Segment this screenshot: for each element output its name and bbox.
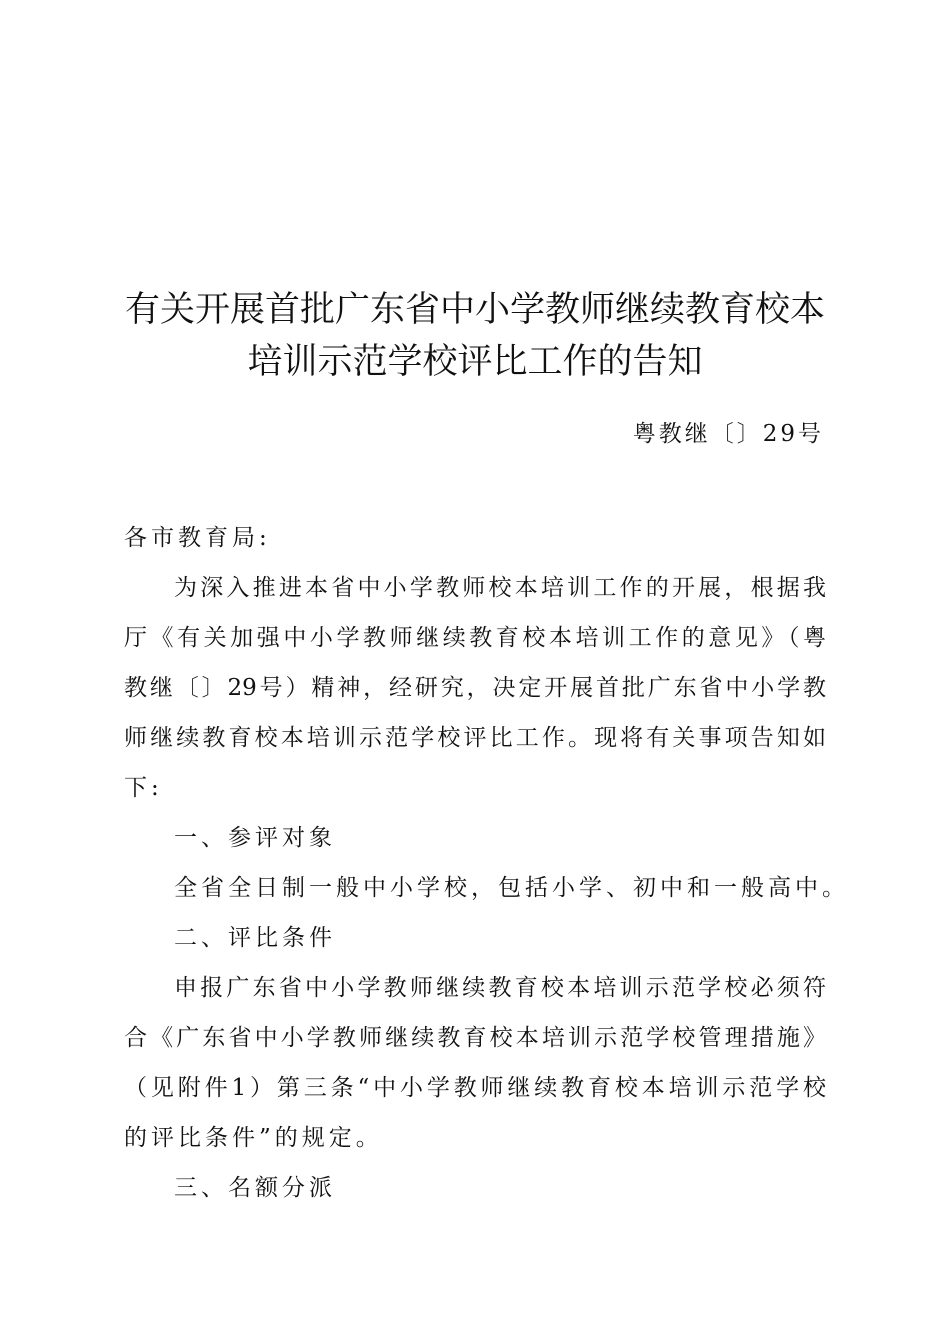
section-1-heading: 一、参评对象 (174, 825, 336, 851)
intro-line-3: 教继〔〕29号）精神，经研究，决定开展首批广东省中小学教 (124, 675, 826, 701)
section-2-heading: 二、评比条件 (174, 925, 336, 951)
intro-line-4: 师继续教育校本培训示范学校评比工作。现将有关事项告知如 (124, 725, 826, 751)
section-1-body: 全省全日制一般中小学校，包括小学、初中和一般高中。 (174, 875, 849, 901)
document-title-line-2: 培训示范学校评比工作的告知 (247, 342, 703, 382)
section-2-line-4: 的评比条件”的规定。 (124, 1125, 383, 1151)
section-3-heading: 三、名额分派 (174, 1175, 336, 1201)
intro-line-2: 厅《有关加强中小学教师继续教育校本培训工作的意见》（粤 (124, 625, 826, 651)
document-title-line-1: 有关开展首批广东省中小学教师继续教育校本 (124, 290, 825, 330)
section-2-line-2: 合《广东省中小学教师继续教育校本培训示范学校管理措施》 (124, 1025, 826, 1051)
section-2-line-1: 申报广东省中小学教师继续教育校本培训示范学校必须符 (174, 975, 826, 1001)
intro-line-5: 下: (124, 775, 163, 801)
salutation: 各市教育局: (124, 525, 271, 551)
document-number: 粤教继〔〕29号 (632, 421, 824, 447)
intro-line-1: 为深入推进本省中小学教师校本培训工作的开展，根据我 (174, 575, 826, 601)
section-2-line-3: （见附件1）第三条“中小学教师继续教育校本培训示范学校 (124, 1075, 826, 1101)
